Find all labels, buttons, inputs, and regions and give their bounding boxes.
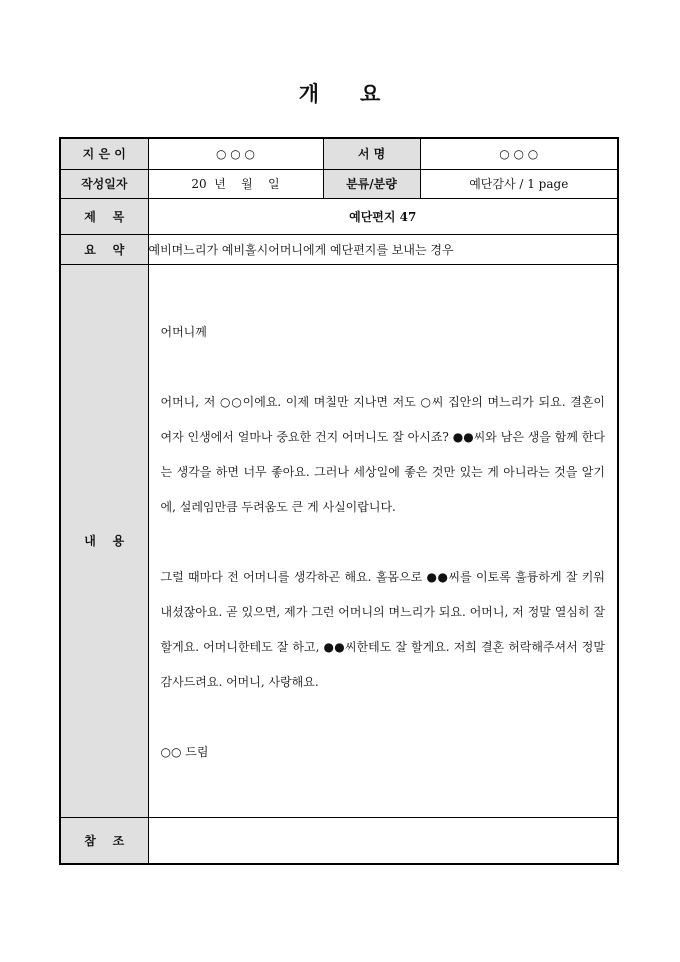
date-label: 작성일자 bbox=[60, 169, 148, 198]
author-label: 지 은 이 bbox=[60, 138, 148, 169]
page-title bbox=[0, 78, 680, 108]
letter-greeting: 어머니께 bbox=[160, 324, 207, 339]
subject-row bbox=[60, 198, 618, 234]
title-part-2: 요 bbox=[360, 81, 382, 106]
category-label: 분류/분량 bbox=[323, 169, 420, 198]
author-row bbox=[60, 138, 618, 169]
subject-label: 제 목 bbox=[60, 198, 148, 234]
title-part-1: 개 bbox=[298, 81, 320, 106]
content-label: 내 용 bbox=[60, 264, 148, 817]
letter-paragraph-2: 그럴 때마다 전 어머니를 생각하곤 해요. 홀몸으로 ●●씨를 이토록 훌륭하게 잘 키워내셨잖아요. 곧 있으면, 제가 그런 어머니의 며느리가 되요. 어머니, 저 정말 열심히 잘 할게요. 어머니한테도 잘 하고, ●●씨한테도 잘 할게요. 저희 결혼 허락해주셔서 정말 감사드려요. 어머니, 사랑해요. bbox=[160, 569, 605, 689]
document-form-table bbox=[59, 137, 619, 865]
category-value: 예단감사 / 1 page bbox=[420, 169, 618, 198]
signature-value: ○ ○ ○ bbox=[420, 138, 618, 169]
letter-body bbox=[148, 264, 618, 817]
author-value: ○ ○ ○ bbox=[148, 138, 323, 169]
reference-label: 참 조 bbox=[60, 817, 148, 864]
letter-closing: ○○ 드림 bbox=[160, 744, 209, 759]
content-row bbox=[60, 264, 618, 817]
signature-label: 서 명 bbox=[323, 138, 420, 169]
reference-row bbox=[60, 817, 618, 864]
date-value: 20 년 월 일 bbox=[148, 169, 323, 198]
summary-label: 요 약 bbox=[60, 234, 148, 264]
date-row bbox=[60, 169, 618, 198]
summary-value: 예비며느리가 예비홀시어머니에게 예단편지를 보내는 경우 bbox=[148, 234, 618, 264]
summary-row bbox=[60, 234, 618, 264]
subject-value: 예단편지 47 bbox=[148, 198, 618, 234]
letter-paragraph-1: 어머니, 저 ○○이에요. 이제 며칠만 지나면 저도 ○씨 집안의 며느리가 되요. 결혼이 여자 인생에서 얼마나 중요한 건지 어머니도 잘 아시죠? ●●씨와 남은 생을 함께 한다는 생각을 하면 너무 좋아요. 그러나 세상일에 좋은 것만 있는 게 아니라는 것을 알기에, 설레임만큼 두려움도 큰 게 사실이랍니다. bbox=[160, 394, 605, 514]
reference-value bbox=[148, 817, 618, 864]
